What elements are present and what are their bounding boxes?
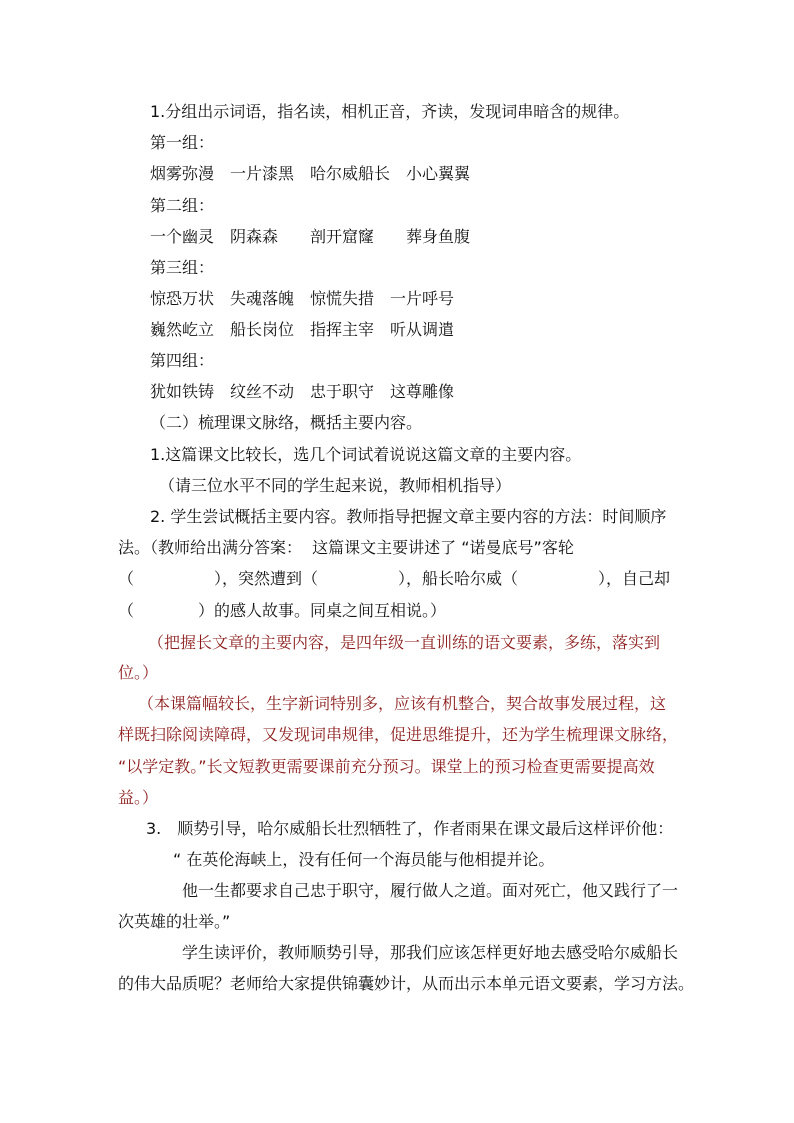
section-2-step-2-line-1: 2. 学生尝试概括主要内容。教师指导把握文章主要内容的方法：时间顺序 [150, 507, 667, 526]
quote-line-1: “ 在英伦海峡上，没有任何一个海员能与他相提并论。 [173, 850, 555, 869]
group-4-words: 犹如铁铸 纹丝不动 忠于职守 这尊雕像 [150, 382, 455, 401]
step-1-instruction: 1.分组出示词语，指名读，相机正音，齐读，发现词串暗含的规律。 [150, 102, 630, 121]
teaching-note-1-line-1: （把握长文章的主要内容，是四年级一直训练的语文要素，多练，落实到 [148, 633, 661, 652]
closing-line-2: 的伟大品质呢？老师给大家提供锦囊妙计，从而出示本单元语文要素，学习方法。 [118, 974, 695, 993]
group-4-label: 第四组： [150, 351, 215, 370]
teaching-note-2-line-4: 益。） [118, 788, 159, 807]
group-3-words-a: 惊恐万状 失魂落魄 惊慌失措 一片呼号 [150, 289, 455, 308]
teaching-note-2-line-2: 样既扫除阅读障碍，又发现词串规律，促进思维提升，还为学生梳理课文脉络， [118, 725, 679, 744]
quote-line-3: 次英雄的壮举。” [118, 912, 231, 931]
group-1-words: 烟雾弥漫 一片漆黑 哈尔威船长 小心翼翼 [150, 164, 471, 183]
section-2-heading: （二）梳理课文脉络，概括主要内容。 [150, 413, 423, 432]
section-2-step-2-line-2: 法。（教师给出满分答案： 这篇课文主要讲述了 “诺曼底号”客轮 [118, 538, 574, 557]
step-3-instruction: 3. 顺势引导，哈尔威船长壮烈牺牲了，作者雨果在课文最后这样评价他： [146, 819, 674, 838]
teaching-note-2-line-1: （本课篇幅较长，生字新词特别多，应该有机整合，契合故事发展过程，这 [138, 694, 667, 713]
group-3-label: 第三组： [150, 258, 215, 277]
teaching-note-2-line-3: “以学定教。”长文短教更需要课前充分预习。课堂上的预习检查更需要提高效 [118, 757, 655, 776]
quote-line-2: 他一生都要求自己忠于职守，履行做人之道。面对死亡，他又践行了一 [182, 881, 679, 900]
group-3-words-b: 巍然屹立 船长岗位 指挥主宰 听从调遣 [150, 320, 455, 339]
group-2-words: 一个幽灵 阴森森 剖开窟窿 葬身鱼腹 [150, 227, 471, 246]
teaching-note-1-line-2: 位。） [118, 663, 159, 682]
group-2-label: 第二组： [150, 196, 215, 215]
group-1-label: 第一组： [150, 133, 215, 152]
section-2-step-2-line-3: （ ），突然遭到（ ），船长哈尔威（ ），自己却 [118, 569, 671, 588]
section-2-step-2-line-4: （ ）的感人故事。同桌之间互相说。） [118, 601, 447, 620]
section-2-step-1-note: （请三位水平不同的学生起来说，教师相机指导） [159, 476, 512, 495]
section-2-step-1: 1.这篇课文比较长，选几个词试着说说这篇文章的主要内容。 [150, 445, 582, 464]
closing-line-1: 学生读评价，教师顺势引导，那我们应该怎样更好地去感受哈尔威船长 [182, 943, 679, 962]
